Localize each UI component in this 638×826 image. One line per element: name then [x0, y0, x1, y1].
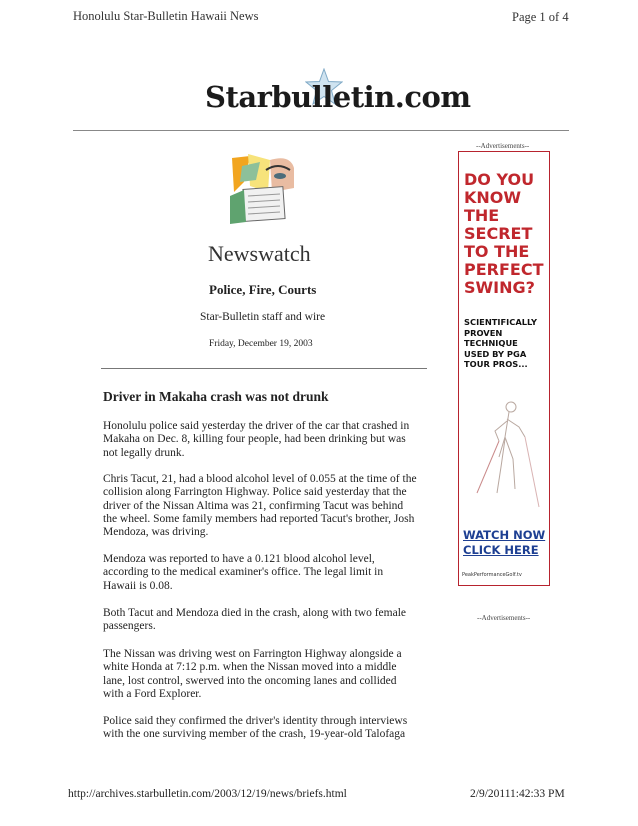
ad-headline-line: KNOW [464, 188, 522, 207]
section-byline: Star-Bulletin staff and wire [200, 311, 326, 323]
print-footer-timestamp: 2/9/20111:42:33 PM [470, 788, 565, 800]
article-line: Hawaii is 0.08. [103, 579, 173, 592]
print-header-page-number: Page 1 of 4 [512, 10, 569, 24]
article-divider [101, 368, 427, 369]
article-paragraph-1 [103, 420, 433, 460]
article-line: with a Ford Explorer. [103, 687, 202, 700]
article-line: lane, lost control, swerved into the oncoming lanes and collided [103, 674, 397, 687]
article-paragraph-3 [103, 553, 433, 593]
golf-advertisement[interactable] [458, 151, 550, 586]
article-line: The Nissan was driving west on Farrington Highway alongside a [103, 648, 402, 660]
article-line: Mendoza was reported to have a 0.121 blood alcohol level, [103, 553, 375, 565]
ad-subtext-line: PROVEN [464, 327, 503, 338]
article-line: Honolulu police said yesterday the driver of the car that crashed in [103, 420, 410, 432]
article-line: not legally drunk. [103, 446, 185, 459]
advertisement-label-bottom: --Advertisements-- [477, 614, 531, 622]
ad-headline-line: SWING? [464, 278, 535, 297]
ad-subtext-line: TECHNIQUE [464, 338, 518, 348]
click-here-link[interactable]: CLICK HERE [463, 543, 539, 557]
article-line: with the one surviving member of the crash, 19-year-old Talofaga [103, 728, 406, 741]
ad-subtext-line: TOUR PROS... [464, 359, 528, 369]
article-line: Both Tacut and Mendoza died in the crash, along with two female [103, 607, 407, 619]
print-header-title: Honolulu Star-Bulletin Hawaii News [73, 9, 259, 23]
ad-subtext-line: USED BY PGA [464, 348, 527, 359]
article-line: collision along Farrington Highway. Police said yesterday that the [103, 486, 407, 499]
ad-subtext [464, 317, 548, 370]
section-date: Friday, December 19, 2003 [209, 339, 313, 349]
golfer-icon [469, 397, 545, 517]
article-line: driver of the Nissan Altima was 21, confirming Tacut was behind [103, 499, 404, 512]
article-line: white Honda at 7:12 p.m. when the Nissan moved into a middle [103, 661, 397, 674]
article-paragraph-5 [103, 648, 433, 701]
section-subtitle: Police, Fire, Courts [209, 282, 317, 297]
ad-brand: PeakPerformanceGolf.tv [462, 572, 522, 578]
ad-headline-line: THE [464, 206, 500, 225]
ad-subtext-line: SCIENTIFICALLY [464, 317, 538, 327]
article-line: Mendoza, was driving. [103, 526, 209, 539]
watch-now-link[interactable]: WATCH NOW [463, 528, 546, 542]
article-line: Makaha on Dec. 8, killing four people, had been drinking but was [103, 433, 406, 446]
article-paragraph-4 [103, 607, 433, 634]
ad-headline-line: DO YOU [464, 170, 535, 189]
newswatch-illustration [230, 152, 296, 224]
ad-headline [464, 171, 548, 297]
ad-headline-line: PERFECT [464, 260, 544, 279]
header-divider [73, 130, 569, 131]
article-headline: Driver in Makaha crash was not drunk [103, 389, 329, 404]
print-footer-url[interactable]: http://archives.starbulletin.com/2003/12/19/news/briefs.html [68, 788, 347, 800]
article-line: passengers. [103, 620, 156, 633]
ad-headline-line: TO THE [464, 242, 530, 261]
ad-cta[interactable] [463, 528, 545, 558]
article-line: Chris Tacut, 21, had a blood alcohol level of 0.055 at the time of the [103, 473, 417, 485]
section-title: Newswatch [208, 241, 311, 266]
article-line: Police said they confirmed the driver's identity through interviews [103, 715, 408, 727]
starbulletin-logo[interactable] [205, 78, 471, 118]
article-line: the wheel. Some family members had reported Tacut's brother, Josh [103, 512, 415, 525]
article-line: according to the medical examiner's office. The legal limit in [103, 566, 384, 579]
logo-text: Starbulletin.com [205, 80, 471, 114]
ad-headline-line: SECRET [464, 224, 533, 243]
article-paragraph-6 [103, 715, 433, 742]
advertisement-label-top: --Advertisements-- [476, 142, 530, 150]
article-paragraph-2 [103, 473, 433, 539]
